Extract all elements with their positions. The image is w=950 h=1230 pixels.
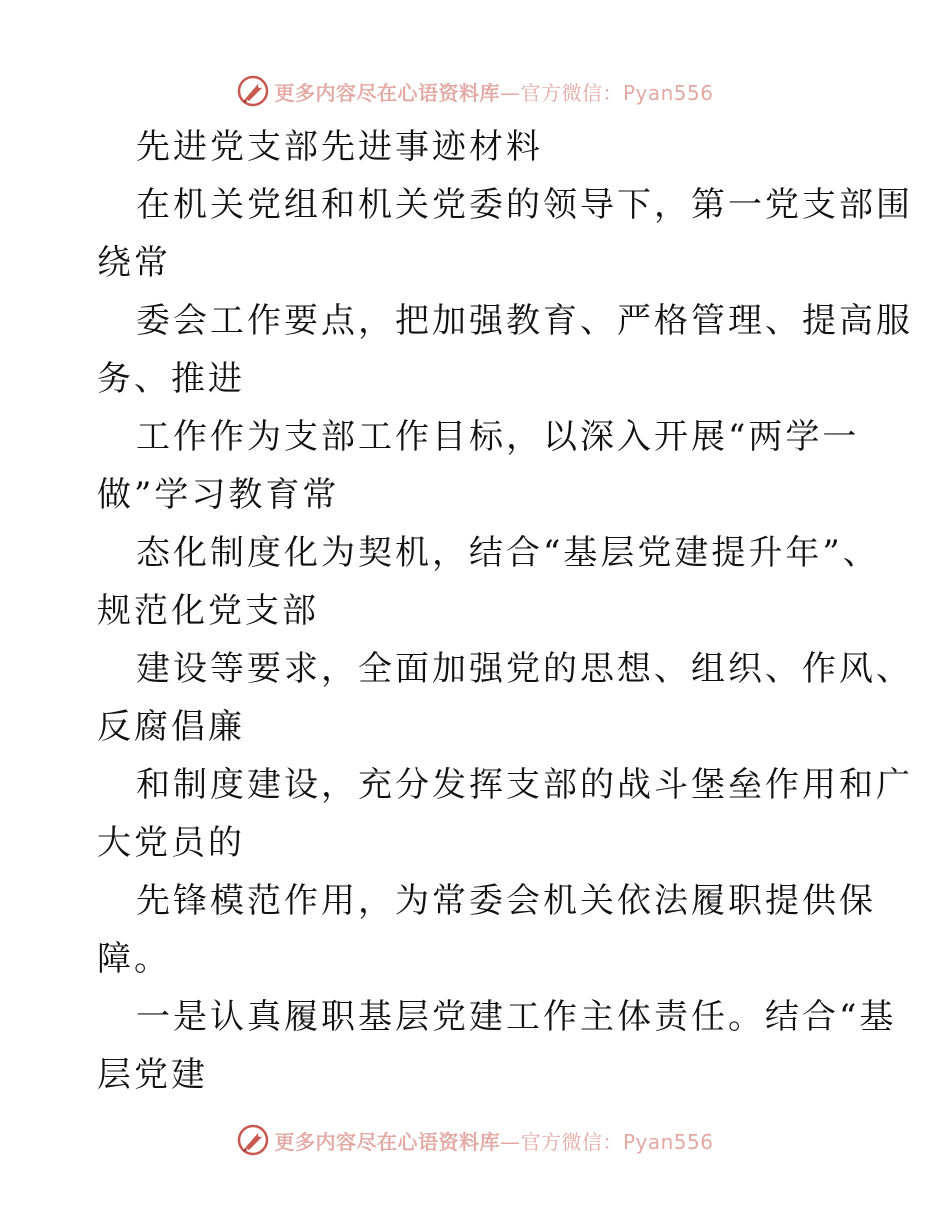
paragraph-line: 反腐倡廉 (97, 707, 245, 747)
paragraph-line: 建设等要求，全面加强党的思想、组织、作风、 (136, 649, 913, 689)
paragraph-line: 做”学习教育常 (97, 475, 340, 515)
paragraph-line: 务、推进 (97, 359, 245, 399)
paragraph-line: 工作作为支部工作目标，以深入开展“两学一 (136, 417, 860, 457)
pen-logo-icon (236, 74, 270, 108)
paragraph-line: 绕常 (97, 243, 171, 283)
paragraph-line: 先锋模范作用，为常委会机关依法履职提供保 (136, 881, 876, 921)
paragraph-line: 态化制度化为契机，结合“基层党建提升年”、 (136, 533, 880, 573)
paragraph-line: 一是认真履职基层党建工作主体责任。结合“基 (136, 997, 897, 1037)
paragraph-line: 委会工作要点，把加强教育、严格管理、提高服 (136, 301, 913, 341)
watermark-header (0, 71, 950, 111)
watermark-text: 更多内容尽在心语资料库—官方微信：Pyan556 (274, 80, 714, 105)
paragraph-line: 层党建 (97, 1055, 208, 1095)
paragraph-line: 在机关党组和机关党委的领导下，第一党支部围 (136, 185, 913, 225)
watermark-footer (0, 1120, 950, 1160)
pen-logo-icon (236, 1123, 270, 1157)
paragraph-line: 和制度建设，充分发挥支部的战斗堡垒作用和广 (136, 765, 913, 805)
paragraph-line: 大党员的 (97, 823, 245, 863)
paragraph-line: 障。 (97, 939, 171, 979)
paragraph-line: 规范化党支部 (97, 591, 319, 631)
document-title: 先进党支部先进事迹材料 (136, 127, 543, 167)
watermark-text: 更多内容尽在心语资料库—官方微信：Pyan556 (274, 1129, 714, 1154)
